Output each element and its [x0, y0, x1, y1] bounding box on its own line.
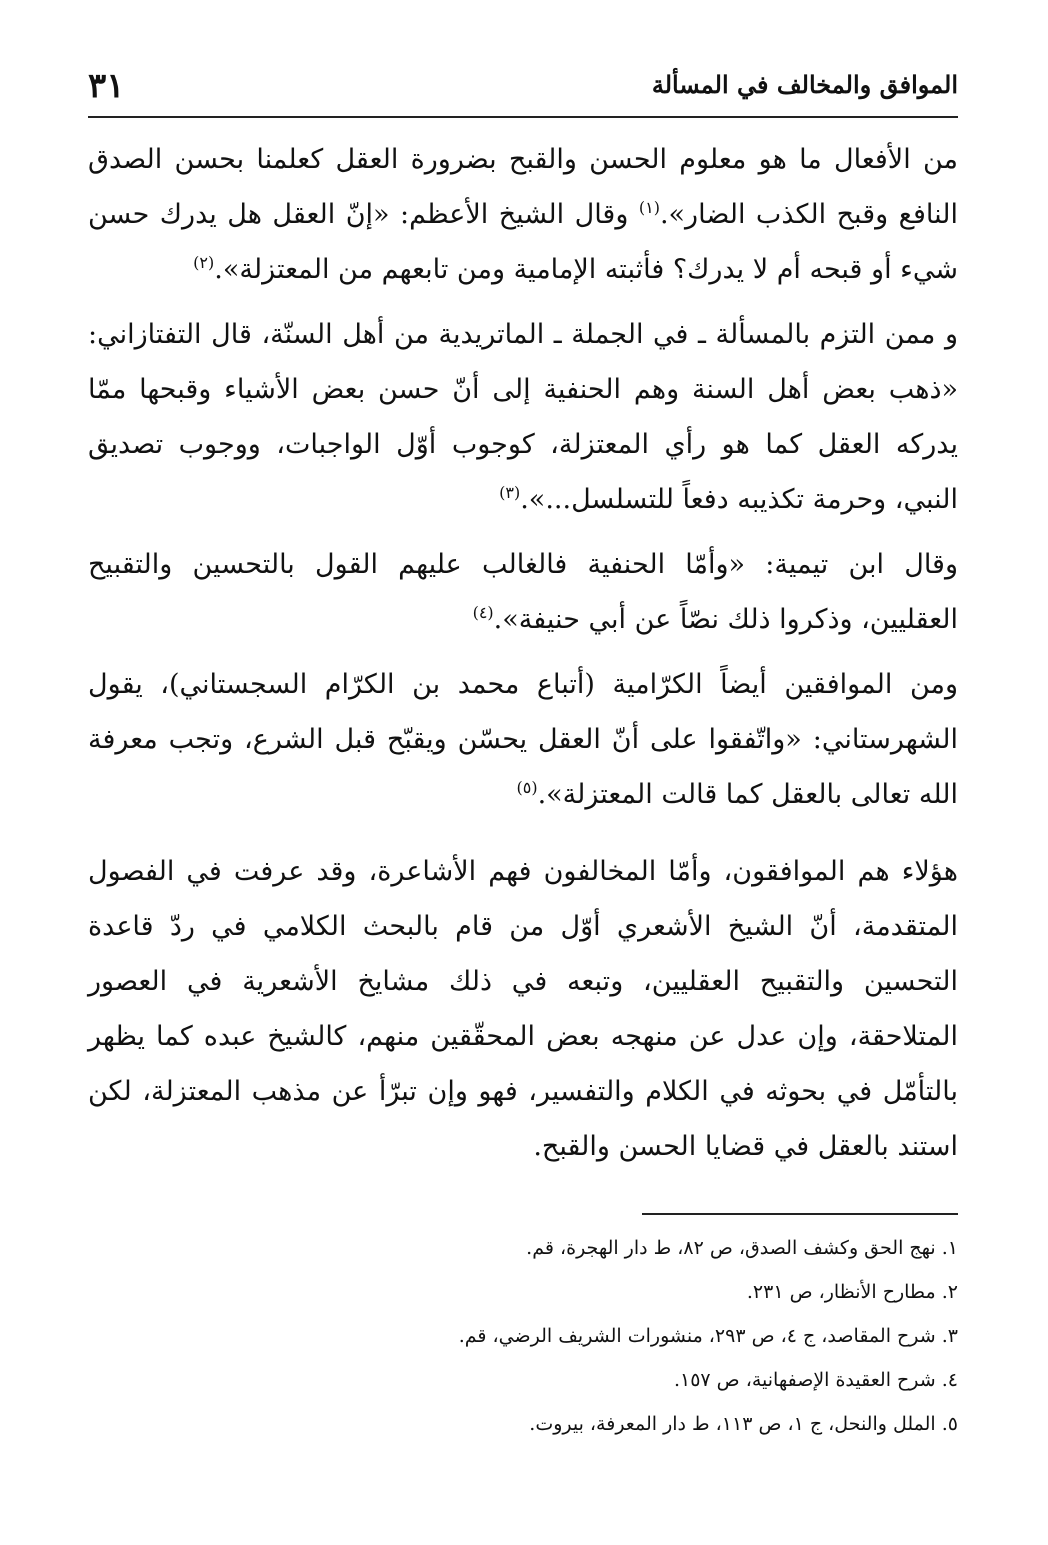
footnote: ٤. شرح العقيدة الإصفهانية، ص ١٥٧.	[673, 1369, 958, 1391]
footnotes	[88, 1226, 958, 1446]
footnote: ٥. الملل والنحل، ج ١، ص ١١٣، ط دار المعرفة، بيروت.	[529, 1413, 958, 1435]
paragraph	[88, 307, 958, 527]
footnote-marker: (٢)	[193, 253, 215, 272]
footnote: ٢. مطارح الأنظار، ص ٢٣١.	[746, 1281, 958, 1303]
footnote: ٣. شرح المقاصد، ج ٤، ص ٢٩٣، منشورات الشريف الرضي، قم.	[458, 1325, 958, 1347]
paragraph	[88, 844, 958, 1174]
page-header	[88, 60, 958, 118]
footnote-separator	[642, 1213, 958, 1215]
footnote-marker: (٣)	[499, 483, 521, 502]
paragraph-text: من الأفعال ما هو معلوم الحسن والقبح بضرورة العقل كعلمنا بحسن الصدق النافع وقبح الكذب الضار».	[88, 144, 958, 230]
paragraph-text: ومن الموافقين أيضاً الكرّامية (أتباع محمد بن الكرّام السجستاني)، يقول الشهرستاني: «واتّفقوا على أنّ العقل يحسّن ويقبّح قبل الشرع، وتجب معرفة الله تعالى بالعقل كما قالت المعتزلة».	[88, 669, 958, 810]
main-text	[88, 132, 958, 1184]
footnote-marker: (١)	[638, 198, 660, 217]
paragraph	[88, 657, 958, 822]
running-title: الموافق والمخالف في المسألة	[651, 70, 958, 99]
paragraph-text: و ممن التزم بالمسألة ـ في الجملة ـ الماتريدية من أهل السنّة، قال التفتازاني: «ذهب بعض أهل السنة وهم الحنفية إلى أنّ حسن بعض الأشياء وقبحها ممّا يدركه العقل كما هو رأي المعتزلة، كوجوب أوّل الواجبات، ووجوب تصديق النبي، وحرمة تكذيبه دفعاً للتسلسل...».	[88, 319, 958, 515]
paragraph	[88, 537, 958, 647]
paragraph-text: وقال الشيخ الأعظم: «إنّ العقل هل يدرك حسن شيء أو قبحه أم لا يدرك؟ فأثبته الإمامية ومن تابعهم من المعتزلة».	[88, 199, 958, 285]
footnote-marker: (٥)	[516, 778, 538, 797]
paragraph-text: وقال ابن تيمية: «وأمّا الحنفية فالغالب عليهم القول بالتحسين والتقبيح العقليين، وذكروا ذلك نصّاً عن أبي حنيفة».	[88, 549, 958, 635]
page-number: ٣١	[88, 66, 125, 106]
footnote: ١. نهج الحق وكشف الصدق، ص ٨٢، ط دار الهجرة، قم.	[526, 1237, 958, 1259]
footnote-marker: (٤)	[472, 603, 494, 622]
paragraph-text: هؤلاء هم الموافقون، وأمّا المخالفون فهم الأشاعرة، وقد عرفت في الفصول المتقدمة، أنّ الشيخ الأشعري أوّل من قام بالبحث الكلامي في ردّ قاعدة التحسين والتقبيح العقليين، وتبعه في ذلك مشايخ الأشعرية في العصور المتلاحقة، وإن عدل عن منهجه بعض المحقّقين منهم، كالشيخ عبده كما يظهر بالتأمّل في بحوثه في الكلام والتفسير، فهو وإن تبرّأ عن مذهب المعتزلة، لكن استند بالعقل في قضايا الحسن والقبح.	[88, 856, 958, 1162]
paragraph	[88, 132, 958, 297]
